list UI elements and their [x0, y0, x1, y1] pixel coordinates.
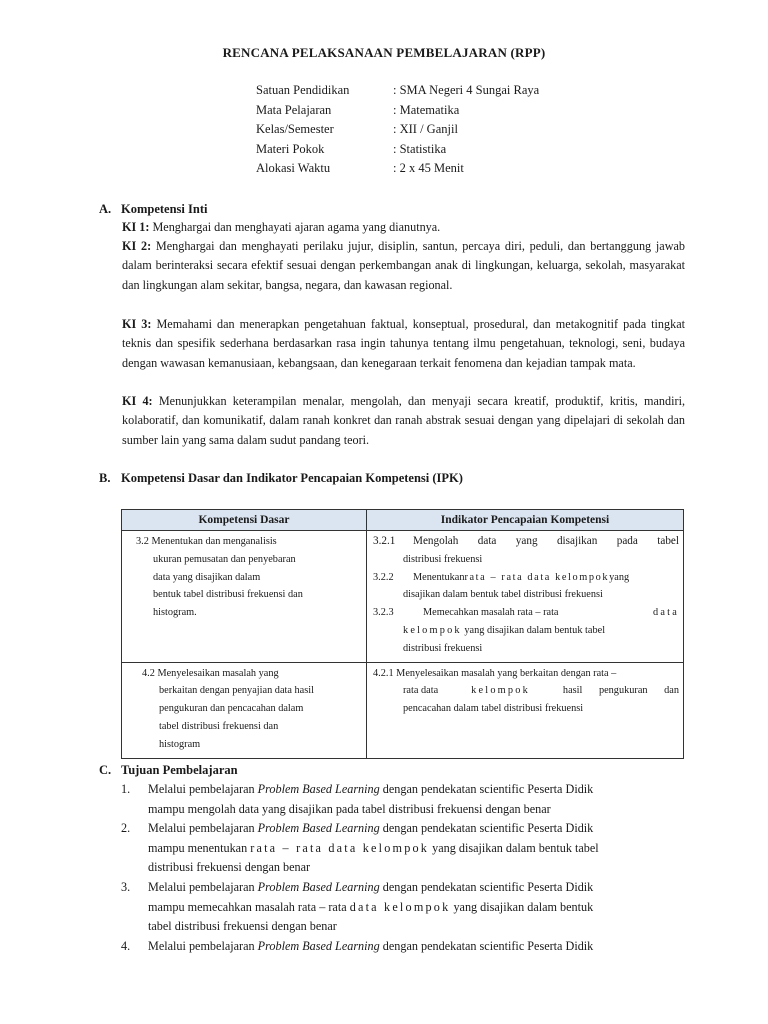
ipk-line [373, 682, 679, 700]
text-line: mampu mengolah data yang disajikan pada tabel distribusi frekuensi dengan benar [148, 801, 551, 816]
kd-4-2 [122, 663, 366, 758]
ipk-text-part: yang [609, 571, 630, 583]
table-header-row [122, 510, 684, 531]
ipk-4-2 [367, 663, 683, 722]
section-title: Kompetensi Inti [121, 202, 208, 216]
item-number: 2. [121, 821, 131, 836]
item-number: 4. [121, 938, 131, 953]
text-part: yang disajikan dalam bentuk [450, 899, 594, 914]
section-a-heading [99, 202, 207, 217]
list-item [121, 937, 684, 957]
text-part: Melalui pembelajaran [148, 782, 258, 796]
ipk-line [373, 604, 679, 622]
text-line: tabel distribusi frekuensi dengan benar [148, 919, 337, 934]
meta-row [256, 83, 539, 103]
ki-label: KI 1: [122, 220, 150, 234]
kd-line: bentuk tabel distribusi frekuensi dan [153, 589, 303, 601]
ipk-text-part: kelompok [403, 624, 462, 636]
ki-3 [122, 315, 685, 373]
text-part-spaced: data kelompok [349, 899, 451, 914]
ipk-text-part: Memecahkan masalah rata – rata [423, 607, 559, 619]
ipk-line [373, 569, 679, 587]
ipk-text-part: yang disajikan dalam bentuk tabel [461, 624, 606, 636]
text-part-italic: Problem Based Learning [257, 821, 380, 836]
ipk-line: pencacahan dalam tabel distribusi frekuensi [403, 703, 584, 715]
meta-row [256, 142, 539, 162]
meta-row [256, 103, 539, 123]
section-title: Kompetensi Dasar dan Indikator Pencapaian Kompetensi (IPK) [121, 471, 463, 485]
document-title: RENCANA PELAKSANAAN PEMBELAJARAN (RPP) [222, 45, 546, 60]
ipk-line: distribusi frekuensi [403, 553, 483, 565]
text-part: dengan pendekatan scientific Peserta Didik [379, 821, 594, 836]
ipk-number: 3.2.3 [373, 607, 394, 619]
section-number: B. [99, 471, 111, 485]
ipk-line: disajikan dalam bentuk tabel distribusi frekuensi [403, 589, 603, 601]
ki-4 [122, 392, 685, 450]
ki-2 [122, 237, 685, 295]
section-number: C. [99, 763, 112, 777]
ki-1 [122, 218, 685, 237]
kd-line: berkaitan dengan penyajian data hasil [159, 685, 314, 697]
text-part-italic: Problem Based Learning [257, 938, 380, 953]
meta-key: Alokasi Waktu [256, 161, 331, 175]
column-header: Indikator Pencapaian Kompetensi [367, 510, 684, 531]
meta-value: : Matematika [393, 102, 460, 117]
table-cell [122, 662, 367, 758]
section-c-heading [99, 763, 238, 778]
table-row [122, 531, 684, 663]
text-part: mampu memecahkan masalah rata – rata [148, 899, 350, 914]
table-row [122, 662, 684, 758]
item-text [148, 780, 668, 819]
ipk-text-part: kelompok [471, 685, 530, 697]
text-part-italic: Problem Based Learning [257, 879, 380, 894]
ipk-number: 3.2.1 [373, 535, 396, 547]
identity-block [256, 83, 539, 181]
learning-objectives-list [121, 780, 684, 956]
meta-value: : 2 x 45 Menit [393, 161, 464, 175]
list-item [121, 878, 684, 937]
kd-line: data yang disajikan dalam [153, 571, 261, 583]
ki-label: KI 2: [122, 239, 152, 253]
kd-line: histogram [159, 738, 201, 750]
kd-line: 3.2 Menentukan dan menganalisis [136, 536, 277, 547]
ki-text: Menghargai dan menghayati ajaran agama yang dianutnya. [149, 220, 441, 234]
item-number: 3. [121, 879, 131, 894]
ipk-line: 4.2.1 Menyelesaikan masalah yang berkaitan dengan rata – [373, 667, 617, 679]
text-part: Melalui pembelajaran [148, 879, 258, 894]
kd-line: pengukuran dan pencacahan dalam [159, 703, 304, 715]
item-text [148, 878, 668, 937]
table-cell [122, 531, 367, 663]
kd-line: ukuran pemusatan dan penyebaran [153, 553, 296, 565]
meta-key: Materi Pokok [256, 141, 325, 156]
ipk-text-part: Menentukan [413, 571, 465, 583]
ipk-text-part: hasil pengukuran dan [562, 685, 679, 697]
item-number: 1. [121, 782, 131, 796]
text-line: distribusi frekuensi dengan benar [148, 860, 311, 875]
ki-text: Menunjukkan keterampilan menalar, mengolah, dan menyaji secara kreatif, produktif, kritis, mandiri, kolaboratif, dan komunikatif, dalam ranah konkret dan ranah abstrak sesuai dengan yang dipelajari di sekolah dan sumber lain yang sama dalam sudut pandang teori. [122, 394, 685, 447]
kd-line: histogram. [153, 607, 197, 619]
meta-key: Satuan Pendidikan [256, 83, 350, 97]
ki-text: Memahami dan menerapkan pengetahuan faktual, konseptual, prosedural, dan metakognitif pada tingkat teknis dan spesifik sederhana berdasarkan rasa ingin tahunya tentang ilmu pengetahuan, teknologi, seni, budaya dengan wawasan kemanusiaan, kebangsaan, dan kenegaraan terkait fenomena dan kejadian tampak mata. [122, 317, 686, 370]
meta-value: : XII / Ganjil [393, 122, 458, 136]
text-part: yang disajikan dalam bentuk tabel [429, 840, 599, 855]
kd-line: tabel distribusi frekuensi dan [159, 720, 279, 732]
ipk-text-part: rata – rata data kelompok [464, 571, 610, 583]
ipk-text: Mengolah data yang disajikan pada tabel [413, 535, 679, 547]
meta-key: Mata Pelajaran [256, 102, 332, 117]
text-part: dengan pendekatan scientific Peserta Didik [379, 782, 594, 796]
meta-row [256, 161, 539, 181]
section-number: A. [99, 202, 112, 216]
text-part-italic: Problem Based Learning [257, 782, 380, 796]
list-item [121, 780, 684, 819]
text-part: Melalui pembelajaran [148, 938, 258, 953]
text-part: dengan pendekatan scientific Peserta Didik [379, 879, 594, 894]
ipk-text-part: rata data [403, 685, 439, 697]
ki-text: Menghargai dan menghayati perilaku jujur, disiplin, santun, percaya diri, peduli, dan bertanggung jawab dalam berinteraksi secara efektif sesuai dengan perkembangan anak di lingkungan, keluarga, sekolah, masyarakat dan lingkungan alam sekitar, bangsa, negara, dan kawasan regional. [122, 239, 686, 292]
ki-label: KI 3: [122, 317, 152, 331]
ipk-3-2 [367, 531, 683, 662]
meta-value: : SMA Negeri 4 Sungai Raya [393, 83, 540, 97]
text-part: Melalui pembelajaran [148, 821, 258, 836]
table-cell [367, 531, 684, 663]
section-title: Tujuan Pembelajaran [121, 763, 238, 777]
ipk-line [373, 533, 679, 551]
kd-3-2 [122, 531, 366, 626]
meta-value: : Statistika [393, 141, 447, 156]
ipk-number: 3.2.2 [373, 571, 394, 583]
kd-ipk-table [121, 509, 684, 759]
section-b-heading [99, 471, 463, 486]
meta-row [256, 122, 539, 142]
ki-label: KI 4: [122, 394, 153, 408]
text-part: mampu menentukan [148, 840, 251, 855]
item-text [148, 819, 668, 878]
ipk-line [373, 622, 679, 640]
ipk-text-part: data [653, 607, 679, 619]
kd-line: 4.2 Menyelesaikan masalah yang [142, 667, 279, 679]
table-cell [367, 662, 684, 758]
list-item [121, 819, 684, 878]
text-part: dengan pendekatan scientific Peserta Didik [379, 938, 594, 953]
column-header: Kompetensi Dasar [122, 510, 367, 531]
meta-key: Kelas/Semester [256, 122, 334, 136]
text-part-spaced: rata – rata data kelompok [250, 840, 430, 855]
item-text [148, 937, 668, 957]
ipk-line: distribusi frekuensi [403, 642, 483, 654]
